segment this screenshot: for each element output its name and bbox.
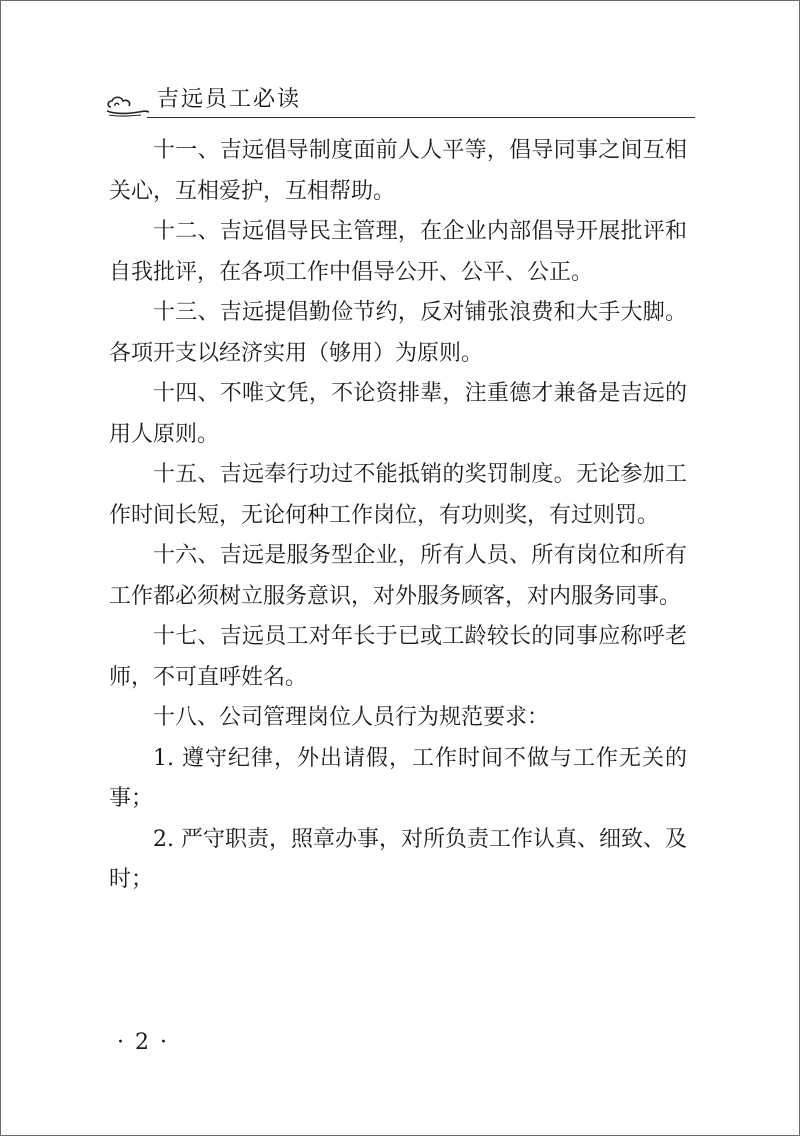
running-header [105,85,695,125]
list-item: 1. 遵守纪律，外出请假，工作时间不做与工作无关的事； [109,745,687,811]
header-title: 吉远员工必读 [157,87,302,112]
paragraph: 十六、吉远是服务型企业，所有人员、所有岗位和所有工作都必须树立服务意识，对外服务顾客，对内服务同事。 [109,543,687,609]
body-text [109,131,687,901]
paragraph: 十三、吉远提倡勤俭节约，反对铺张浪费和大手大脚。各项开支以经济实用（够用）为原则。 [109,300,687,366]
paragraph: 十一、吉远倡导制度面前人人平等，倡导同事之间互相关心，互相爱护，互相帮助。 [109,138,687,204]
header-rule [147,117,695,118]
page-number: · 2 · [117,1030,169,1055]
cloud-ornament-icon [105,91,149,117]
list-item: 2. 严守职责，照章办事，对所负责工作认真、细致、及时； [109,826,687,892]
paragraph: 十二、吉远倡导民主管理，在企业内部倡导开展批评和自我批评，在各项工作中倡导公开、公平、公正。 [109,219,687,285]
paragraph: 十五、吉远奉行功过不能抵销的奖罚制度。无论参加工作时间长短，无论何种工作岗位，有功则奖，有过则罚。 [109,462,687,528]
paragraph: 十八、公司管理岗位人员行为规范要求： [153,705,550,730]
paragraph: 十七、吉远员工对年长于已或工龄较长的同事应称呼老师，不可直呼姓名。 [109,624,687,690]
paragraph: 十四、不唯文凭，不论资排辈，注重德才兼备是吉远的用人原则。 [109,381,687,447]
